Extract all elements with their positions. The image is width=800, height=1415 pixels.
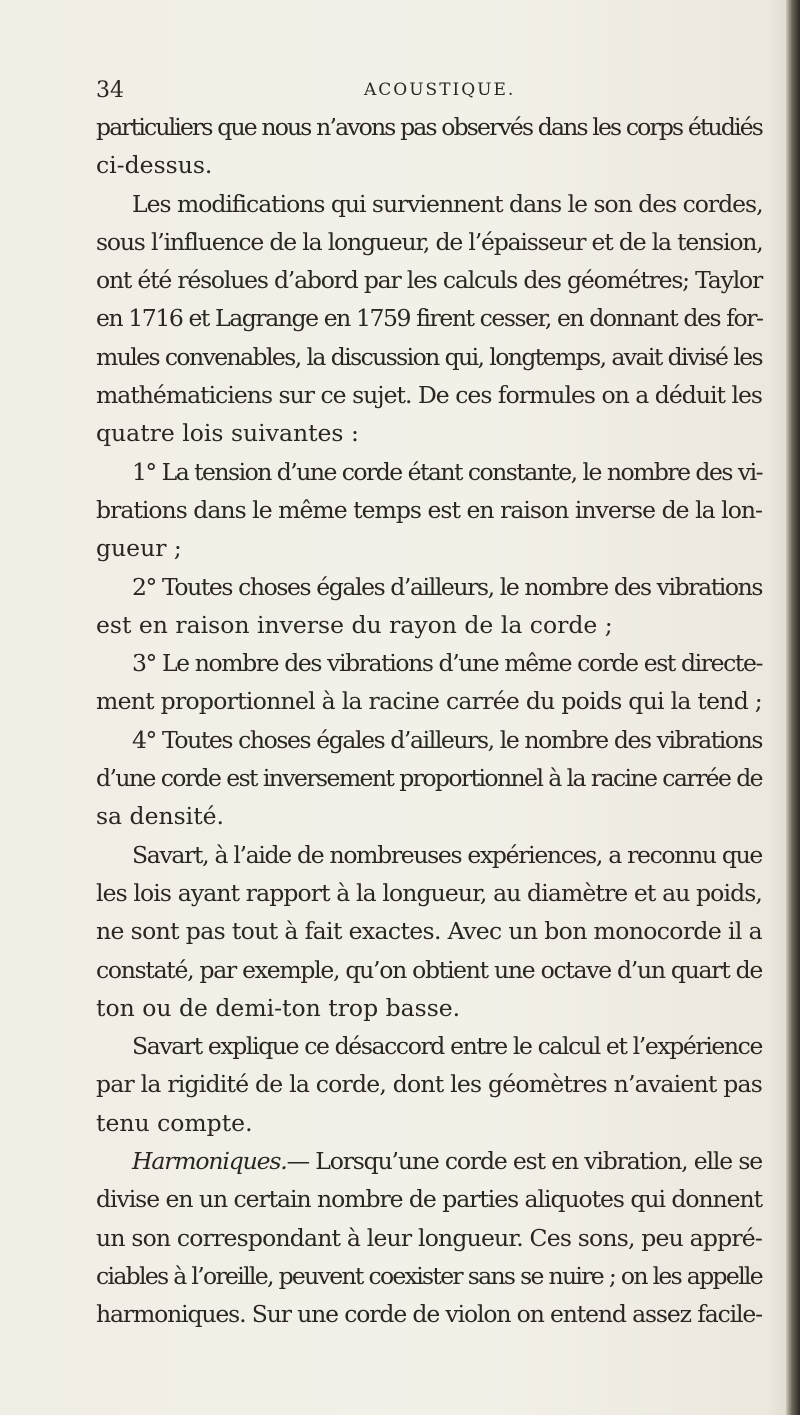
text-line: en 1716 et Lagrange en 1759 firent cesser, en donnant des for- — [96, 304, 763, 333]
text-line: particuliers que nous n’avons pas observés dans les corps étudiés — [96, 113, 762, 141]
text-line: mathématiciens sur ce sujet. De ces formules on a déduit les — [96, 381, 762, 410]
text-line: ciables à l’oreille, peuvent coexister sans se nuire ; on les appelle — [96, 1261, 762, 1290]
page-number: 34 — [96, 78, 124, 103]
running-title: ACOUSTIQUE. — [364, 80, 516, 100]
text-line: 2° Toutes choses égales d’ailleurs, le nombre des vibrations — [132, 572, 762, 601]
text-line: est en raison inverse du rayon de la corde ; — [96, 610, 613, 639]
text-line: sous l’influence de la longueur, de l’épaisseur et de la tension, — [96, 227, 763, 256]
text-line: ci-dessus. — [96, 151, 213, 180]
text-line: ment proportionnel à la racine carrée du poids qui la tend ; — [96, 687, 762, 716]
harmoniques-lead: — Lorsqu’une corde est en vibration, elle se — [286, 1147, 763, 1176]
harmoniques-heading: Harmoniques. — [132, 1147, 287, 1176]
page-edge-shadow — [786, 0, 800, 1415]
text-line: ton ou de demi-ton trop basse. — [96, 993, 461, 1022]
text-line: mules convenables, la discussion qui, longtemps, avait divisé les — [96, 342, 762, 371]
text-line: constaté, par exemple, qu’on obtient une octave d’un quart de — [96, 955, 762, 984]
text-line: ne sont pas tout à fait exactes. Avec un bon monocorde il a — [96, 917, 762, 946]
text-line: 3° Le nombre des vibrations d’une même corde est directe- — [132, 649, 762, 678]
text-line: d’une corde est inversement proportionnel à la racine carrée de — [96, 764, 762, 793]
text-line: divise en un certain nombre de parties aliquotes qui donnent — [96, 1185, 762, 1214]
text-line: Les modifications qui surviennent dans le son des cordes, — [132, 189, 763, 218]
text-line: un son correspondant à leur longueur. Ces sons, peu appré- — [96, 1223, 762, 1252]
text-line: quatre lois suivantes : — [96, 419, 359, 448]
text-line: tenu compte. — [96, 1108, 253, 1137]
text-line: gueur ; — [96, 534, 182, 563]
text-line: Savart explique ce désaccord entre le calcul et l’expérience — [132, 1032, 762, 1061]
text-line: par la rigidité de la corde, dont les géomètres n’avaient pas — [96, 1070, 762, 1099]
text-line — [96, 1142, 776, 1180]
text-line: brations dans le même temps est en raison inverse de la lon- — [96, 495, 762, 524]
text-line: les lois ayant rapport à la longueur, au diamètre et au poids, — [96, 878, 762, 907]
text-line: sa densité. — [96, 802, 225, 831]
text-line: 1° La tension d’une corde étant constante, le nombre des vi- — [132, 457, 762, 486]
page-header — [96, 78, 756, 108]
text-line: ont été résolues d’abord par les calculs des géométres; Taylor — [96, 266, 762, 295]
body-text — [96, 108, 776, 1334]
text-line: harmoniques. Sur une corde de violon on entend assez facile- — [96, 1300, 762, 1329]
text-line: 4° Toutes choses égales d’ailleurs, le nombre des vibrations — [132, 725, 762, 754]
text-line: Savart, à l’aide de nombreuses expériences, a reconnu que — [132, 840, 762, 869]
